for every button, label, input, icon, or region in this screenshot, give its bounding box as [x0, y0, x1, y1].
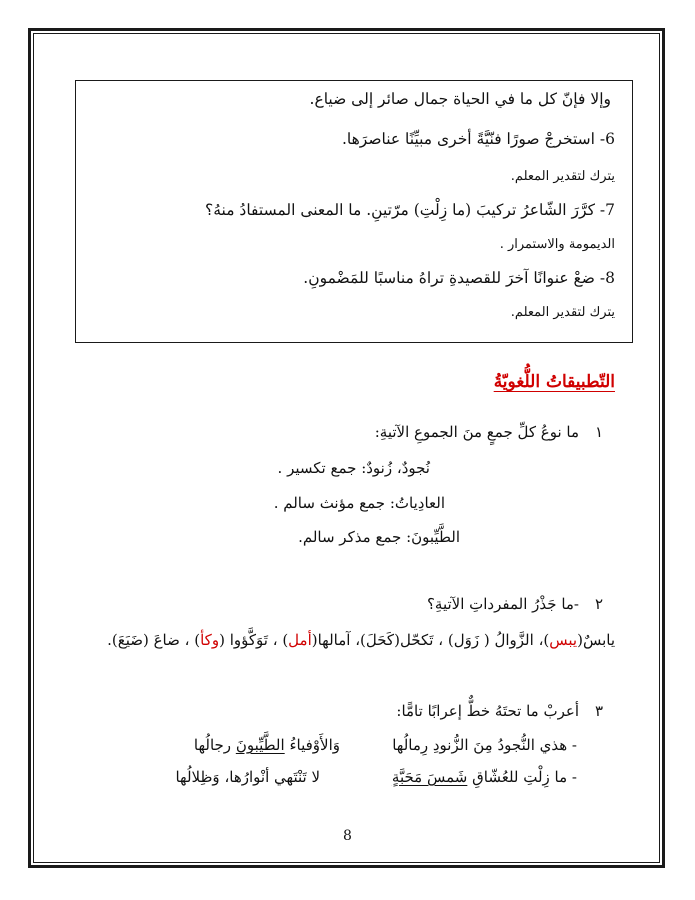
- word-1: يابسٌ: [582, 631, 615, 649]
- root-1: يبس: [549, 631, 578, 649]
- exercise-2-number: ٢: [594, 595, 603, 613]
- question-7: 7- كرَّرَ الشّاعرُ تركيبَ (ما زِلْتِ) مرّتينِ. ما المعنى المستفادُ منهُ؟: [204, 201, 615, 219]
- word-5: تَوَكَّؤوا: [229, 631, 268, 649]
- verse-1b-pre: وَالأَوْفياءُ: [284, 736, 340, 754]
- exercise-3-number: ٣: [594, 702, 603, 720]
- exercise-1-question: ما نوعُ كلِّ جمعٍ منَ الجموعِ الآتيةِ:: [374, 423, 579, 441]
- word-3: تَكحّل: [399, 631, 434, 649]
- answer-6: يترك لتقدير المعلم.: [510, 169, 615, 184]
- exercise-1-answer-3: الطَّيِّبونَ: جمع مذكر سالم.: [298, 528, 460, 546]
- question-6: 6- استخرجْ صورًا فنّيَّةً أخرى مبيِّنًا عناصرَها.: [341, 130, 615, 148]
- section-title: التّطبيقاتُ اللُّغويّةُ: [493, 372, 615, 392]
- word-6: ضاعَ: [153, 631, 180, 649]
- verse-1b-underlined: الطَّيِّبونَ: [235, 736, 285, 754]
- verse-2a-underlined: شَمسَ مَحَبَّةٍ: [391, 768, 468, 786]
- exercise-1-answer-1: نُجودٌ، زُنودٌ: جمع تكسير .: [277, 459, 430, 477]
- root-4: أمل: [288, 631, 312, 649]
- exercise-1-answer-2: العادِياتُ: جمع مؤنث سالم .: [273, 494, 445, 512]
- box-line-1: وإلا فإنّ كل ما في الحياة جمال صائر إلى ضياع.: [309, 90, 611, 108]
- exercise-2-question: -ما جَذْرُ المفرداتِ الآتيةِ؟: [426, 595, 579, 613]
- verse-1-first-hemistich: - هذي النُّجودُ مِنَ الزُّنودِ رِمالُها: [392, 736, 577, 754]
- verse-2a-pre: - ما زِلْتِ للعُشّاقِ: [467, 768, 577, 786]
- verse-1b-post: رجالُها: [193, 736, 236, 754]
- page-number: 8: [343, 828, 352, 844]
- exercise-3-question: أعربْ ما تحتَهُ خطٌّ إعرابًا تامًّا:: [396, 702, 579, 720]
- verse-2-second-hemistich: لا تَنْتَهي أنْوارُها، وَظِلالُها: [175, 768, 320, 786]
- root-3: كَحَلَ: [365, 631, 395, 649]
- root-2: زَوَل: [453, 631, 480, 649]
- word-2: الزَّوالُ: [494, 631, 534, 649]
- question-8: 8- ضعْ عنوانًا آخرَ للقصيدةِ تراهُ مناسبًا للمَضْمونِ.: [303, 269, 615, 287]
- answer-8: يترك لتقدير المعلم.: [510, 305, 615, 320]
- verse-1-second-hemistich: [194, 735, 340, 755]
- answer-7: الديمومة والاستمرار .: [499, 237, 615, 252]
- root-5: وكأ: [200, 631, 220, 649]
- word-4: آمالها: [317, 631, 351, 649]
- verse-2-first-hemistich: [392, 767, 577, 787]
- exercise-1-number: ١: [594, 423, 603, 441]
- root-6: ضَيَعَ: [117, 631, 143, 649]
- exercise-2-words: يابسٌ(يبس)، الزَّوالُ ( زَوَل) ، تَكحّل(كَحَلَ)، آمالها(أمل) ، تَوَكَّؤوا (وكأ) ، ضاعَ (ضَيَعَ).: [107, 631, 615, 649]
